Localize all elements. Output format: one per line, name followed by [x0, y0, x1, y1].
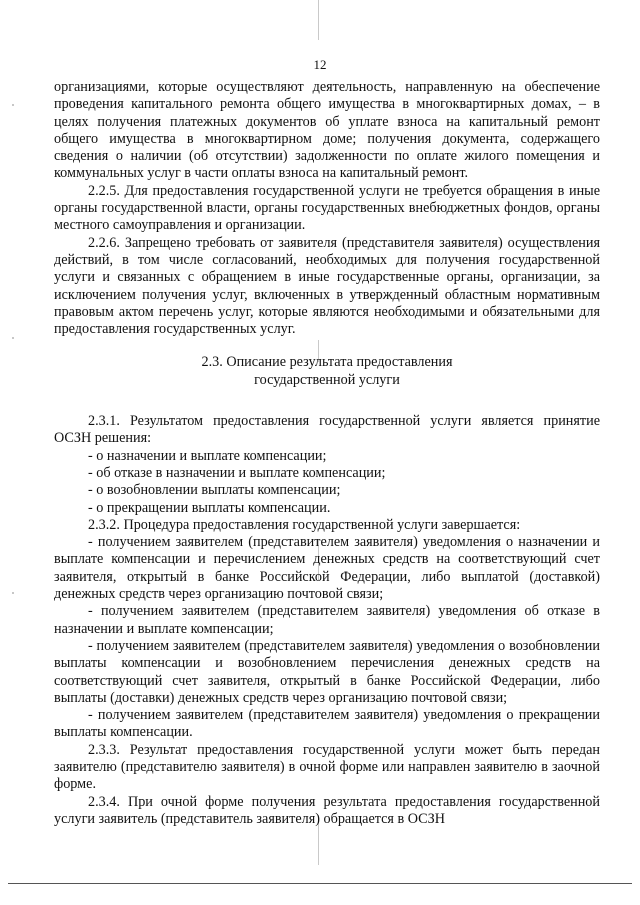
scan-artifact-line [318, 0, 319, 40]
list-item: - получением заявителем (представителем заявителя) уведомления о прекращении выплаты компенсации. [54, 707, 600, 741]
paragraph: организациями, которые осуществляют деятельность, направленную на обеспечение проведения капитального ремонта общего имущества в многоквартирных домах, – в целях получения платежных документов об уплате взноса на капитальный ремонт общего имущества в многоквартирном доме; получения документа, содержащего сведения о наличии (об отсутствии) задолженности по оплате жилого помещения и коммунальных услуг в части оплаты взноса на капитальный ремонт. [54, 79, 600, 182]
paragraph: 2.3.3. Результат предоставления государственной услуги может быть передан заявителю (представителю заявителя) в очной форме или направлен заявителю в заочной форме. [54, 741, 600, 793]
list-item: - получением заявителем (представителем заявителя) уведомления о возобновлении выплаты компенсации и возобновлением перечисления денежных средств на соответствующий счет заявителя, открытый в банке Российской Федерации, либо выплаты (доставки) денежных средств через организацию почтовой связи; [54, 637, 600, 706]
list-item: - получением заявителем (представителем заявителя) уведомления о назначении и выплате компенсации и перечислением денежных средств на соответствующий счет заявителя, открытый в банке Российской Федерации, либо выплатой (доставкой) денежных средств через организацию почтовой связи; [54, 534, 600, 603]
paragraph: 2.2.5. Для предоставления государственной услуги не требуется обращения в иные органы государственной власти, органы государственных внебюджетных фондов, органы местного самоуправления и организации. [54, 182, 600, 234]
page-bottom-edge-line [8, 883, 632, 884]
section-heading [54, 354, 600, 389]
list-item: - об отказе в назначении и выплате компенсации; [88, 464, 386, 481]
paragraph: 2.3.1. Результатом предоставления государственной услуги является принятие ОСЗН решения: [54, 413, 600, 447]
margin-mark [12, 104, 14, 106]
paragraph: 2.3.2. Процедура предоставления государственной услуги завершается: [88, 516, 521, 533]
section-heading-line: 2.3. Описание результата предоставления [201, 354, 453, 371]
page-number: 12 [313, 57, 327, 72]
section-heading-line: государственной услуги [254, 371, 400, 388]
list-item: - о прекращении выплаты компенсации. [88, 499, 331, 516]
list-item: - о назначении и выплате компенсации; [88, 447, 327, 464]
paragraph: 2.3.4. При очной форме получения результата предоставления государственной услуги заявитель (представитель заявителя) обращается в ОСЗН [54, 793, 600, 827]
list-item: - о возобновлении выплаты компенсации; [88, 482, 341, 499]
margin-mark [12, 592, 14, 594]
margin-mark [12, 337, 14, 339]
document-body [54, 79, 600, 828]
paragraph: 2.2.6. Запрещено требовать от заявителя (представителя заявителя) осуществления действий, в том числе согласований, необходимых для получения государственной услуги и связанных с обращением в иные государственные органы, организации, за исключением получения услуг, включенных в утвержденный областным нормативным правовым актом перечень услуг, которые являются необходимыми и обязательными для предоставления государственных услуг. [54, 234, 600, 338]
list-item: - получением заявителем (представителем заявителя) уведомления об отказе в назначении и выплате компенсации; [54, 603, 600, 637]
